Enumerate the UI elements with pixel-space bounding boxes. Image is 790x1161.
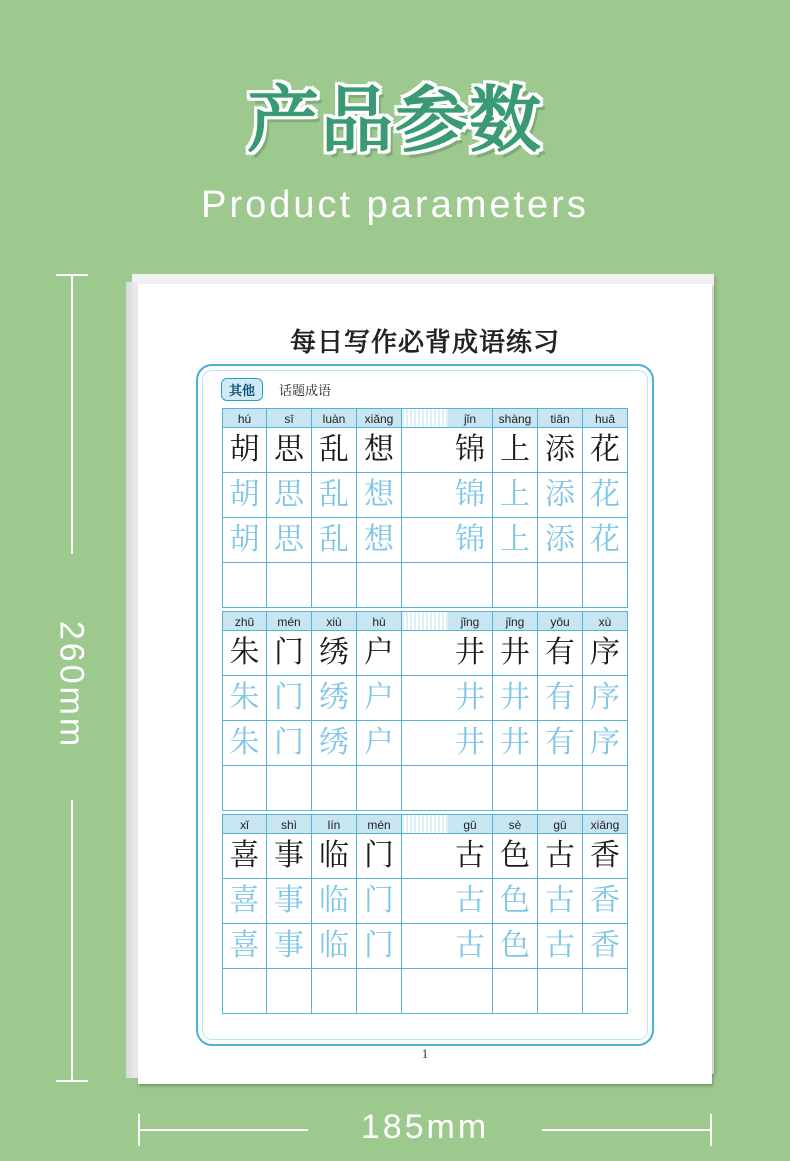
blank-cell (312, 766, 357, 811)
blank-cell (222, 563, 267, 608)
tracing-cell: 朱 (222, 676, 267, 721)
pinyin-cell: xiù (312, 611, 357, 631)
category-tag: 其他 (221, 378, 263, 401)
tracing-cell: 喜 (222, 924, 267, 969)
character-cell: 朱 (222, 631, 267, 676)
tracing-row (222, 676, 628, 721)
width-label: 185mm (360, 1108, 490, 1146)
tracing-cell: 门 (357, 924, 402, 969)
character-cell: 有 (538, 631, 583, 676)
tracing-cell: 色 (493, 924, 538, 969)
tracing-cell: 井 (493, 721, 538, 766)
title-cn: 产品参数 (246, 78, 543, 162)
pinyin-cell: yǒu (538, 611, 583, 631)
tracing-cell: 锦 (448, 518, 493, 563)
pinyin-cell: sè (493, 814, 538, 834)
tracing-cell: 古 (448, 879, 493, 924)
character-cell: 门 (267, 631, 312, 676)
character-cell: 胡 (222, 428, 267, 473)
blank-row (222, 969, 628, 1014)
pinyin-cell: hú (222, 408, 267, 428)
tracing-cell: 古 (538, 924, 583, 969)
pinyin-cell: xù (583, 611, 628, 631)
blank-cell (357, 563, 402, 608)
pinyin-row (222, 611, 628, 631)
tracing-cell: 添 (538, 473, 583, 518)
tracing-cell: 乱 (312, 518, 357, 563)
character-row (222, 834, 628, 879)
tracing-cell: 古 (448, 924, 493, 969)
tracing-cell: 乱 (312, 473, 357, 518)
pinyin-cell: shì (267, 814, 312, 834)
dim-v-line-bottom (71, 800, 73, 1082)
grid-gap (402, 834, 448, 879)
grid-gap (402, 428, 448, 473)
character-cell: 井 (448, 631, 493, 676)
blank-cell (267, 563, 312, 608)
character-cell: 井 (493, 631, 538, 676)
tracing-row (222, 518, 628, 563)
tracing-cell: 上 (493, 473, 538, 518)
character-row (222, 428, 628, 473)
grid-gap (402, 473, 448, 518)
tracing-cell: 思 (267, 473, 312, 518)
pinyin-row (222, 814, 628, 834)
character-cell: 乱 (312, 428, 357, 473)
character-cell: 想 (357, 428, 402, 473)
dim-v-bottom-tick (56, 1080, 88, 1082)
blank-cell (583, 563, 628, 608)
blank-cell (267, 766, 312, 811)
pinyin-gap (402, 408, 448, 428)
blank-cell (312, 563, 357, 608)
tracing-cell: 朱 (222, 721, 267, 766)
tracing-row (222, 879, 628, 924)
book-title: 每日写作必背成语练习 (289, 328, 560, 358)
tracing-row (222, 473, 628, 518)
tracing-cell: 事 (267, 879, 312, 924)
pinyin-cell: jǐng (448, 611, 493, 631)
blank-cell (493, 766, 538, 811)
tracing-row (222, 721, 628, 766)
character-cell: 锦 (448, 428, 493, 473)
grid-gap (402, 924, 448, 969)
grid-gap (402, 676, 448, 721)
topic-label: 话题成语 (279, 384, 332, 399)
character-cell: 花 (583, 428, 628, 473)
tracing-cell: 思 (267, 518, 312, 563)
height-label: 260mm (52, 620, 91, 750)
page-number: 1 (421, 1046, 429, 1061)
pinyin-cell: mén (267, 611, 312, 631)
tracing-cell: 绣 (312, 721, 357, 766)
grid-gap (402, 518, 448, 563)
pinyin-row (222, 408, 628, 428)
tracing-cell: 序 (583, 676, 628, 721)
tracing-cell: 喜 (222, 879, 267, 924)
tracing-cell: 香 (583, 924, 628, 969)
blank-cell (583, 969, 628, 1014)
tracing-cell: 香 (583, 879, 628, 924)
character-cell: 序 (583, 631, 628, 676)
tracing-cell: 古 (538, 879, 583, 924)
blank-cell (222, 969, 267, 1014)
blank-cell (312, 969, 357, 1014)
character-cell: 香 (583, 834, 628, 879)
blank-row (222, 563, 628, 608)
tracing-cell: 井 (493, 676, 538, 721)
grid-gap (402, 879, 448, 924)
tracing-cell: 花 (583, 518, 628, 563)
character-cell: 门 (357, 834, 402, 879)
tracing-cell: 临 (312, 879, 357, 924)
character-cell: 思 (267, 428, 312, 473)
tracing-cell: 门 (267, 721, 312, 766)
tracing-cell: 锦 (448, 473, 493, 518)
dim-v-line-top (71, 274, 73, 554)
pinyin-cell: gǔ (538, 814, 583, 834)
dim-h-line-left (138, 1129, 308, 1131)
dim-h-line-right (542, 1129, 712, 1131)
character-cell: 上 (493, 428, 538, 473)
tracing-cell: 胡 (222, 473, 267, 518)
blank-cell (538, 969, 583, 1014)
character-cell: 临 (312, 834, 357, 879)
pinyin-cell: lín (312, 814, 357, 834)
pinyin-cell: xiǎng (357, 408, 402, 428)
pinyin-cell: zhū (222, 611, 267, 631)
pinyin-cell: xiāng (583, 814, 628, 834)
tracing-cell: 想 (357, 518, 402, 563)
blank-cell (448, 766, 493, 811)
blank-cell (538, 563, 583, 608)
character-cell: 喜 (222, 834, 267, 879)
grid-gap (402, 631, 448, 676)
grid-gap (402, 721, 448, 766)
tracing-cell: 井 (448, 676, 493, 721)
pinyin-cell: huā (583, 408, 628, 428)
tracing-cell: 户 (357, 721, 402, 766)
tracing-cell: 户 (357, 676, 402, 721)
tracing-cell: 添 (538, 518, 583, 563)
grid-gap (402, 969, 448, 1014)
tracing-cell: 门 (267, 676, 312, 721)
pinyin-cell: hù (357, 611, 402, 631)
tracing-cell: 上 (493, 518, 538, 563)
blank-row (222, 766, 628, 811)
grid-gap (402, 563, 448, 608)
pinyin-gap (402, 611, 448, 631)
blank-cell (493, 563, 538, 608)
character-cell: 古 (448, 834, 493, 879)
character-cell: 绣 (312, 631, 357, 676)
pinyin-cell: xǐ (222, 814, 267, 834)
tracing-cell: 色 (493, 879, 538, 924)
tracing-cell: 临 (312, 924, 357, 969)
tracing-cell: 有 (538, 721, 583, 766)
tracing-row (222, 924, 628, 969)
blank-cell (222, 766, 267, 811)
blank-cell (583, 766, 628, 811)
title-en: Product parameters (201, 184, 589, 226)
pinyin-gap (402, 814, 448, 834)
dim-h-right-tick (710, 1114, 712, 1146)
pinyin-cell: tiān (538, 408, 583, 428)
blank-cell (357, 969, 402, 1014)
pinyin-cell: jǐng (493, 611, 538, 631)
pinyin-cell: sī (267, 408, 312, 428)
pinyin-cell: jǐn (448, 408, 493, 428)
tracing-cell: 胡 (222, 518, 267, 563)
pinyin-cell: luàn (312, 408, 357, 428)
pinyin-cell: mén (357, 814, 402, 834)
character-cell: 添 (538, 428, 583, 473)
tracing-cell: 有 (538, 676, 583, 721)
tracing-cell: 序 (583, 721, 628, 766)
tracing-cell: 门 (357, 879, 402, 924)
blank-cell (357, 766, 402, 811)
blank-cell (448, 563, 493, 608)
tracing-cell: 井 (448, 721, 493, 766)
tracing-cell: 绣 (312, 676, 357, 721)
character-row (222, 631, 628, 676)
pinyin-cell: shàng (493, 408, 538, 428)
tracing-cell: 花 (583, 473, 628, 518)
character-cell: 色 (493, 834, 538, 879)
character-cell: 事 (267, 834, 312, 879)
tracing-cell: 事 (267, 924, 312, 969)
tracing-cell: 想 (357, 473, 402, 518)
grid-gap (402, 766, 448, 811)
blank-cell (538, 766, 583, 811)
book-page (138, 284, 712, 1084)
pinyin-cell: gǔ (448, 814, 493, 834)
character-cell: 古 (538, 834, 583, 879)
character-cell: 户 (357, 631, 402, 676)
blank-cell (267, 969, 312, 1014)
blank-cell (493, 969, 538, 1014)
blank-cell (448, 969, 493, 1014)
